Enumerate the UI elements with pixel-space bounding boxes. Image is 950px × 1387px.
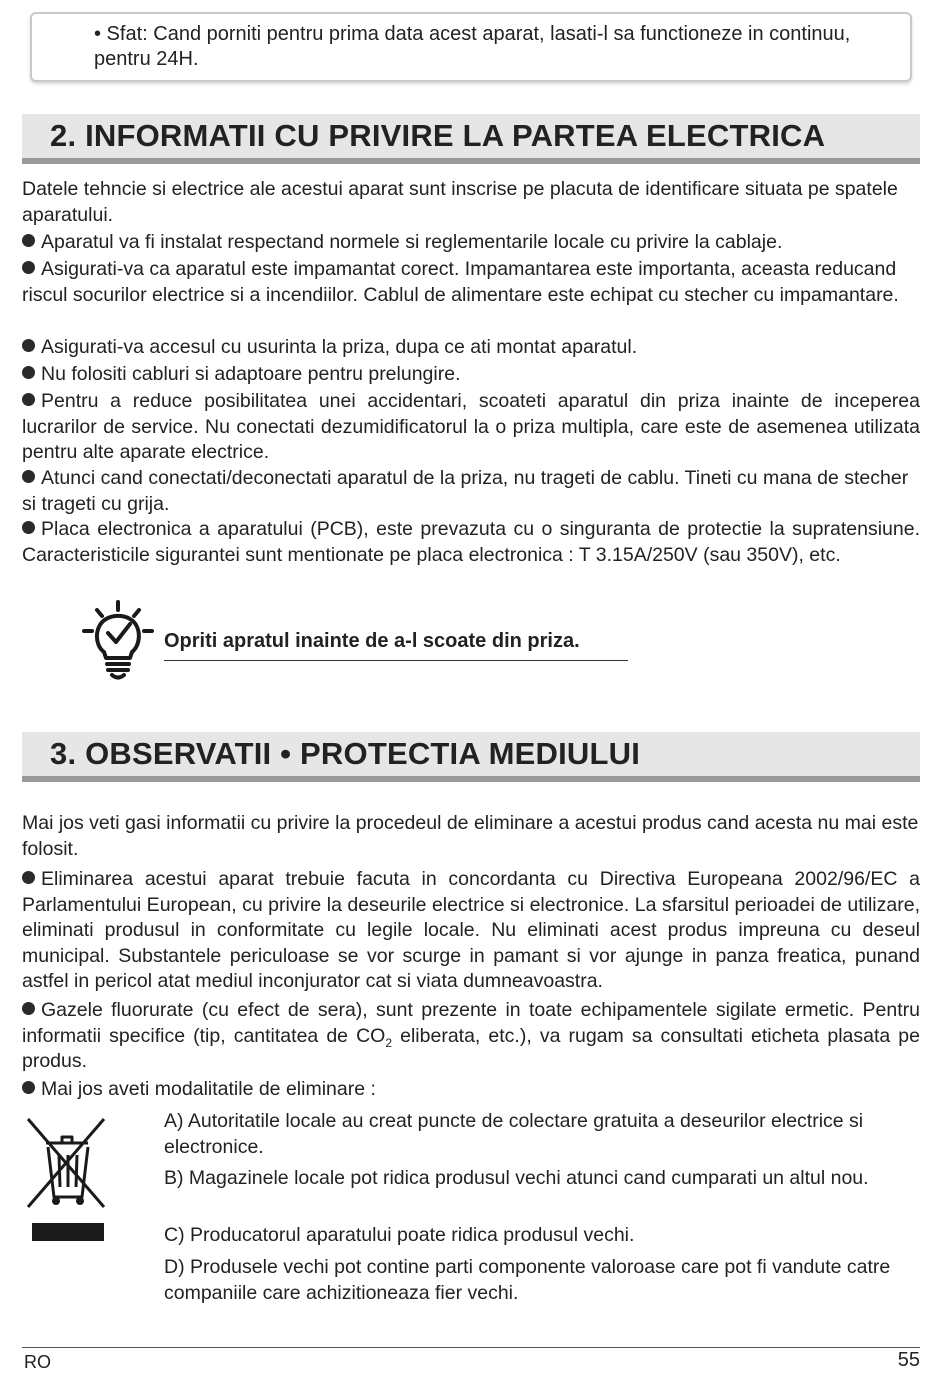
section-2-intro: Datele tehncie si electrice ale acestui aparat sunt inscrise pe placuta de identificare situata pe spatele aparatului. (22, 178, 898, 226)
co2-text-after: eliberata, etc.), va rugam sa consultati eticheta plasata pe produs. (22, 1024, 920, 1072)
co2-text-before: Gazele fluorurate (cu efect de sera), sunt prezente in toate echipamentele sigilate ermetic. Pentru informatii specifice (tip, cantitatea de CO (22, 999, 920, 1047)
disposal-option: B) Magazinele locale pot ridica produsul vechi atunci cand cumparati un altul nou. (164, 1167, 869, 1189)
disposal-option: D) Produsele vechi pot contine parti componente valoroase care pot fi vandute catre companiile care achizitioneaza fier vechi. (164, 1256, 891, 1304)
section-3-bullet: Eliminarea acestui aparat trebuie facuta in concordanta cu Directiva Europeana 2002/96/EC a Parlamentului European, cu privire la deseurile electrice si electronice. La sfarsitul perioadei de utilizare, eliminati produsul in conformitate cu legile locale. Nu eliminati acest produs impreuna cu deseul municipal. Substantele periculoase se vor scurge in pamant si vor ajunge in panza freatica, punand astfel in pericol atat mediul inconjurator cat si viata dumneavoastra. (22, 867, 920, 995)
section-2-bullet: Pentru a reduce posibilitatea unei accidentari, scoateti aparatul din priza inainte de inceperea lucrarilor de service. Nu conectati dezumidificatorul la o priza multipla, care este de asemenea utilizata pentru alte aparate electrice. (22, 389, 920, 466)
section-3-bullet (22, 998, 920, 1075)
section-2-bullet: Nu folositi cabluri si adaptoare pentru prelungire. (22, 362, 920, 388)
footer-language: RO (24, 1352, 51, 1372)
crossed-out-wheelie-bin-icon (26, 1115, 108, 1243)
section-2-header (22, 114, 920, 164)
section-2-bullet: Atunci cand conectati/deconectati aparatul de la priza, nu trageti de cablu. Tineti cu mana de stecher si trageti cu grija. (22, 466, 920, 517)
lightbulb-check-icon (80, 600, 156, 682)
section-2-bullet: Placa electronica a aparatului (PCB), este prevazuta cu o singuranta de protectie la supratensiune. Caracteristicile sigurantei sunt mentionate pe placa electronica : T 3.15A/250V (sau 350V), etc. (22, 517, 920, 568)
co2-subscript: 2 (385, 1035, 393, 1050)
section-3-bullet: Mai jos aveti modalitatile de eliminare : (22, 1077, 920, 1103)
section-2-title: 2. INFORMATII CU PRIVIRE LA PARTEA ELECTRICA (50, 118, 826, 153)
section-3-header (22, 732, 920, 782)
tip-box (30, 12, 912, 82)
disposal-option: C) Producatorul aparatului poate ridica produsul vechi. (164, 1224, 635, 1246)
section-3-title: 3. OBSERVATII • PROTECTIA MEDIULUI (50, 736, 641, 771)
tip-text: • Sfat: Cand porniti pentru prima data acest aparat, lasati-l sa functioneze in continuu, pentru 24H. (94, 23, 851, 70)
section-3-intro: Mai jos veti gasi informatii cu privire la procedeul de eliminare a acestui produs cand acesta nu mai este folosit. (22, 812, 919, 860)
section-2-bullet: Asigurati-va ca aparatul este impamantat corect. Impamantarea este importanta, aceasta reducand riscul socurilor electrice si a incendiilor. Cablul de alimentare este echipat cu stecher cu impamantare. (22, 257, 920, 308)
page-number: 55 (897, 1349, 920, 1371)
section-2-bullet: Aparatul va fi instalat respectand normele si reglementarile locale cu privire la cablaje. (22, 230, 920, 256)
warning-text: Opriti apratul inainte de a-l scoate din priza. (164, 628, 628, 661)
footer-divider (22, 1347, 920, 1348)
section-2-bullet: Asigurati-va accesul cu usurinta la priza, dupa ce ati montat aparatul. (22, 335, 920, 361)
disposal-option: A) Autoritatile locale au creat puncte de colectare gratuita a deseurilor electrice si electronice. (164, 1110, 864, 1158)
